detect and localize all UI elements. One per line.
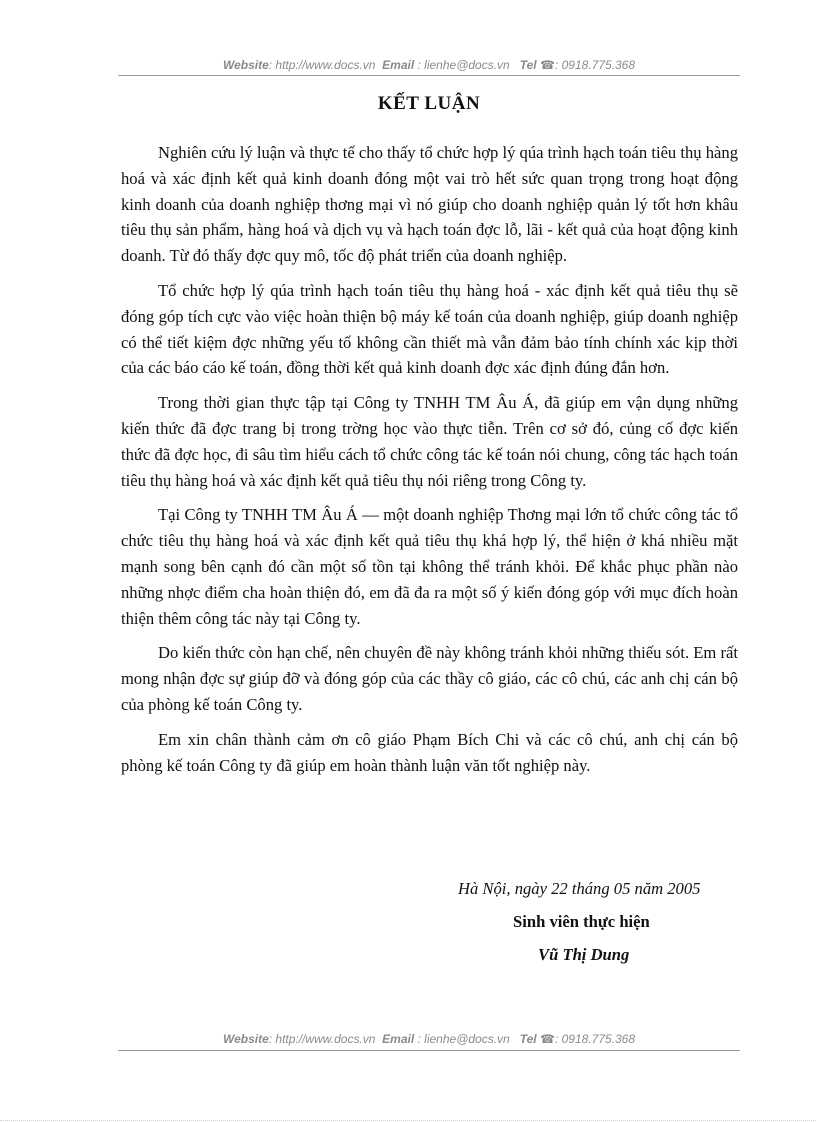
- signature-name: Vũ Thị Dung: [538, 945, 630, 964]
- page-header: [118, 58, 740, 72]
- header-website-url[interactable]: : http://www.docs.vn: [268, 58, 376, 72]
- footer-tel-label: Tel: [519, 1032, 537, 1046]
- paragraph-3: Trong thời gian thực tập tại Công ty TNHH TM Âu Á, đã giúp em vận dụng những kiến thức đã đợc trang bị trong trờng học vào thực tiễn. Trên cơ sở đó, củng cố đợc kiến thức đã đợc học, đi sâu tìm hiểu cách tổ chức công tác kế toán nói chung, công tác hạch toán tiêu thụ hàng hoá và xác định kết quả tiêu thụ nói riêng trong Công ty.: [121, 393, 738, 490]
- header-website-label: Website: [222, 58, 269, 72]
- paragraph-4: Tại Công ty TNHH TM Âu Á — một doanh nghiệp Thơng mại lớn tổ chức công tác tổ chức tiêu thụ hàng hoá và xác định kết quả tiêu thụ khá hợp lý, thể hiện ở khá nhiều mặt mạnh song bên cạnh đó cần một số tồn tại không thể tránh khỏi. Để khắc phục phần nào những nhợc điểm cha hoàn thiện đó, em đã đa ra một số ý kiến đóng góp với mục đích hoàn thiện thêm công tác này tại Công ty.: [121, 505, 738, 628]
- header-tel-value: : 0918.775.368: [554, 58, 636, 72]
- paragraph-6: Em xin chân thành cảm ơn cô giáo Phạm Bích Chi và các cô chú, anh chị cán bộ phòng kế toán Công ty đã giúp em hoàn thành luận văn tốt nghiệp này.: [121, 729, 738, 775]
- footer-divider: [118, 1050, 740, 1051]
- footer-website-url[interactable]: : http://www.docs.vn: [268, 1032, 376, 1046]
- page-footer: [118, 1032, 740, 1046]
- page-title: KẾT LUẬN: [377, 93, 481, 114]
- header-tel-label: Tel: [519, 58, 537, 72]
- paragraph-5: Do kiến thức còn hạn chế, nên chuyên đề này không tránh khỏi những thiếu sót. Em rất mong nhận đợc sự giúp đỡ và đóng góp của các thầy cô giáo, các cô chú, các anh chị cán bộ của phòng kế toán Công ty.: [121, 643, 738, 714]
- page-bottom-edge: [0, 1120, 816, 1121]
- footer-tel-value: : 0918.775.368: [554, 1032, 636, 1046]
- footer-email-value[interactable]: : lienhe@docs.vn: [417, 1032, 510, 1046]
- signature-block: [440, 877, 740, 976]
- phone-icon: ☎: [540, 58, 555, 72]
- signature-date: Hà Nội, ngày 22 tháng 05 năm 2005: [458, 879, 701, 898]
- document-body: [121, 140, 738, 787]
- header-email-label: Email: [382, 58, 415, 72]
- paragraph-2: Tổ chức hợp lý qúa trình hạch toán tiêu thụ hàng hoá - xác định kết quả tiêu thụ sẽ đóng góp tích cực vào việc hoàn thiện bộ máy kế toán của doanh nghiệp, giúp doanh nghiệp có thể tiết kiệm đợc những yếu tố không cần thiết mà vẫn đảm bảo tính chính xác kịp thời của các báo cáo kế toán, đồng thời kết quả kinh doanh đợc xác định đúng đắn hơn.: [121, 280, 738, 378]
- phone-icon: ☎: [540, 1032, 555, 1046]
- footer-email-label: Email: [382, 1032, 415, 1046]
- header-divider: [118, 75, 740, 76]
- footer-website-label: Website: [222, 1032, 269, 1046]
- signature-role: Sinh viên thực hiện: [513, 912, 650, 931]
- header-email-value[interactable]: : lienhe@docs.vn: [417, 58, 510, 72]
- paragraph-1: Nghiên cứu lý luận và thực tế cho thấy tổ chức hợp lý qúa trình hạch toán tiêu thụ hàng hoá và xác định kết quả kinh doanh đóng một vai trò hết sức quan trọng trong hoạt động kinh doanh của doanh nghiệp thơng mại vì nó giúp cho doanh nghiệp quản lý tốt hơn khâu tiêu thụ sản phẩm, hàng hoá và dịch vụ và hạch toán đợc lỗ, lãi - kết quả của hoạt động kinh doanh. Từ đó thấy đợc quy mô, tốc độ phát triển của doanh nghiệp.: [121, 143, 738, 266]
